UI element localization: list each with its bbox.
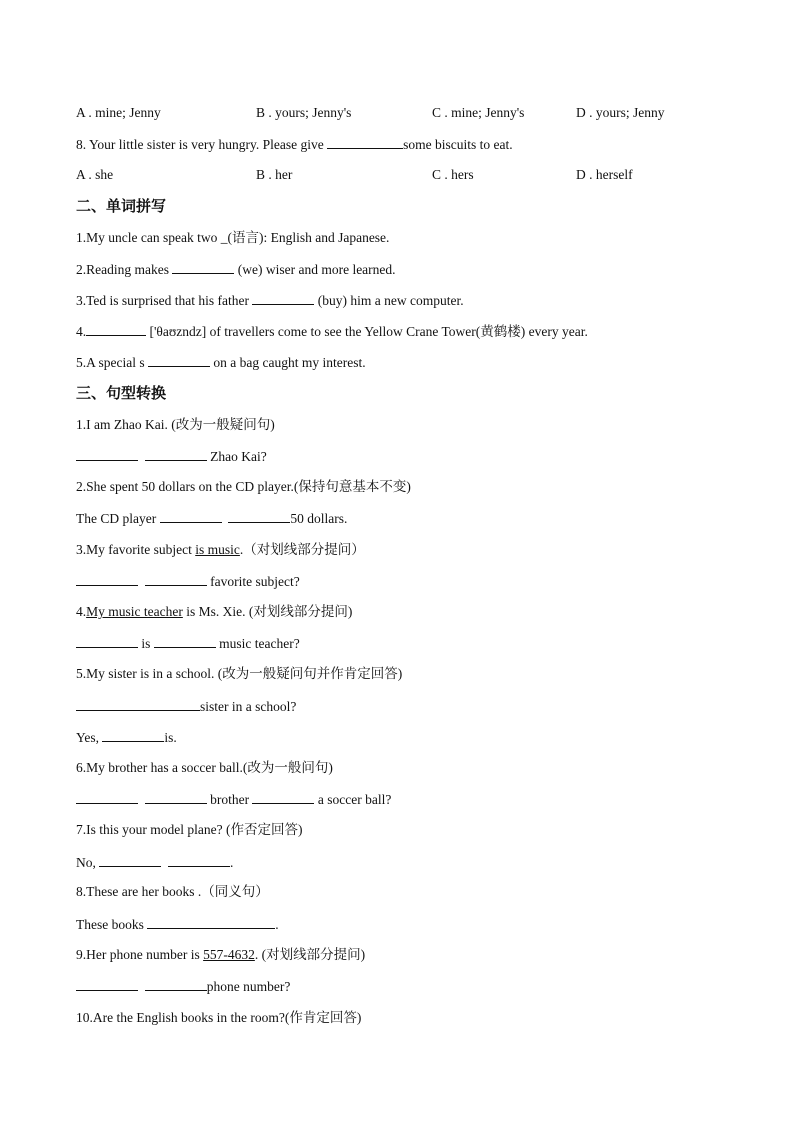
transform-q6-answer <box>76 790 391 809</box>
transform-q2-answer-tail: 50 dollars. <box>290 511 348 526</box>
transform-q8-answer-tail: . <box>275 917 279 932</box>
answer-blank[interactable] <box>76 977 138 991</box>
answer-blank[interactable] <box>76 790 138 804</box>
transform-q3 <box>76 541 365 559</box>
transform-q9-answer <box>76 977 290 996</box>
transform-q6-answer-tail: a soccer ball? <box>314 792 392 807</box>
answer-blank[interactable] <box>172 260 234 274</box>
transform-q4-answer <box>76 634 300 653</box>
transform-q2-answer-pre: The CD player <box>76 511 160 526</box>
answer-blank[interactable] <box>145 447 207 461</box>
transform-q8-answer-pre: These books <box>76 917 148 932</box>
transform-q8: 8.These are her books .（同义句） <box>76 884 269 899</box>
answer-blank[interactable] <box>99 853 161 867</box>
spelling-item-3-pre: 3.Ted is surprised that his father <box>76 293 253 308</box>
transform-q4-answer-tail: music teacher? <box>215 636 300 651</box>
mc7-option-b: B . yours; Jenny's <box>256 105 352 120</box>
spelling-item-1-post: _(语言): English and Japanese. <box>220 230 390 245</box>
mc8-question <box>76 135 513 154</box>
spelling-item-3 <box>76 291 464 310</box>
mc8-option-a: A . she <box>76 167 114 182</box>
mc8-option-d: D . herself <box>576 167 633 182</box>
answer-blank[interactable] <box>168 853 230 867</box>
transform-q4-post: is Ms. Xie. (对划线部分提问) <box>182 604 353 619</box>
answer-blank[interactable] <box>76 634 138 648</box>
transform-q10: 10.Are the English books in the room?(作肯定回答) <box>76 1010 362 1025</box>
transform-q6-answer-mid: brother <box>206 792 253 807</box>
answer-blank[interactable] <box>76 572 138 586</box>
transform-q7: 7.Is this your model plane? (作否定回答) <box>76 822 303 837</box>
transform-q4-pre: 4. <box>76 604 87 619</box>
transform-q7-answer-pre: No, <box>76 855 100 870</box>
answer-blank[interactable] <box>145 790 207 804</box>
transform-q3-answer-tail: favorite subject? <box>206 574 300 589</box>
section3-title: 三、句型转换 <box>76 384 167 402</box>
transform-q4-answer-mid: is <box>138 636 154 651</box>
transform-q3-post: .（对划线部分提问） <box>239 542 365 557</box>
transform-q2: 2.She spent 50 dollars on the CD player.(保持句意基本不变) <box>76 479 411 494</box>
spelling-item-5-post: on a bag caught my interest. <box>210 355 366 370</box>
transform-q2-answer <box>76 509 347 528</box>
answer-blank[interactable] <box>76 697 200 711</box>
spelling-item-5 <box>76 353 366 372</box>
transform-q9 <box>76 946 365 964</box>
transform-q3-pre: 3.My favorite subject <box>76 542 196 557</box>
answer-blank[interactable] <box>252 291 314 305</box>
transform-q5-answer2-pre: Yes, <box>76 730 103 745</box>
answer-blank[interactable] <box>145 977 207 991</box>
spelling-item-3-post: (buy) him a new computer. <box>314 293 464 308</box>
underlined-phrase: 557-4632 <box>203 947 255 962</box>
answer-blank[interactable] <box>102 728 164 742</box>
mc8-option-c: C . hers <box>432 167 474 182</box>
spelling-item-1 <box>76 229 389 247</box>
answer-blank[interactable] <box>154 634 216 648</box>
transform-q5: 5.My sister is in a school. (改为一般疑问句并作肯定回答) <box>76 666 403 681</box>
transform-q3-answer <box>76 572 300 591</box>
transform-q4 <box>76 603 352 621</box>
mc8-question-pre: 8. Your little sister is very hungry. Please give <box>76 137 328 152</box>
answer-blank[interactable] <box>327 135 403 149</box>
underlined-phrase: My music teacher <box>86 604 183 619</box>
answer-blank[interactable] <box>252 790 314 804</box>
transform-q9-pre: 9.Her phone number is <box>76 947 204 962</box>
spelling-item-4 <box>76 322 588 341</box>
answer-blank[interactable] <box>148 353 210 367</box>
underlined-phrase: is music <box>195 542 240 557</box>
transform-q9-answer-tail: phone number? <box>206 979 291 994</box>
transform-q5-answer-tail: sister in a school? <box>200 699 297 714</box>
transform-q5-answer2 <box>76 728 177 747</box>
transform-q1-answer <box>76 447 267 466</box>
answer-blank[interactable] <box>147 915 275 929</box>
answer-blank[interactable] <box>76 447 138 461</box>
spelling-item-5-pre: 5.A special s <box>76 355 148 370</box>
transform-q5-answer2-tail: is. <box>164 730 177 745</box>
mc8-question-post: some biscuits to eat. <box>403 137 513 152</box>
transform-q1-answer-tail: Zhao Kai? <box>206 449 267 464</box>
spelling-item-2-post: (we) wiser and more learned. <box>234 262 396 277</box>
spelling-item-2 <box>76 260 396 279</box>
transform-q5-answer <box>76 697 296 716</box>
mc7-option-d: D . yours; Jenny <box>576 105 665 120</box>
answer-blank[interactable] <box>228 509 290 523</box>
transform-q6: 6.My brother has a soccer ball.(改为一般问句) <box>76 760 333 775</box>
transform-q7-answer-tail: . <box>230 855 234 870</box>
transform-q8-answer <box>76 915 279 934</box>
spelling-item-4-post: ['θaʊzndz] of travellers come to see the Yellow Crane Tower(黄鹤楼) every year. <box>146 324 588 339</box>
answer-blank[interactable] <box>145 572 207 586</box>
spelling-item-1-pre: 1.My uncle can speak two <box>76 230 221 245</box>
spelling-item-4-pre: 4. <box>76 324 87 339</box>
transform-q9-post: . (对划线部分提问) <box>254 947 366 962</box>
mc7-option-a: A . mine; Jenny <box>76 105 161 120</box>
spelling-item-2-pre: 2.Reading makes <box>76 262 173 277</box>
mc7-option-c: C . mine; Jenny's <box>432 105 525 120</box>
transform-q1: 1.I am Zhao Kai. (改为一般疑问句) <box>76 417 275 432</box>
answer-blank[interactable] <box>86 322 146 336</box>
section2-title: 二、单词拼写 <box>76 197 167 215</box>
answer-blank[interactable] <box>160 509 222 523</box>
mc8-option-b: B . her <box>256 167 293 182</box>
transform-q7-answer <box>76 853 233 872</box>
